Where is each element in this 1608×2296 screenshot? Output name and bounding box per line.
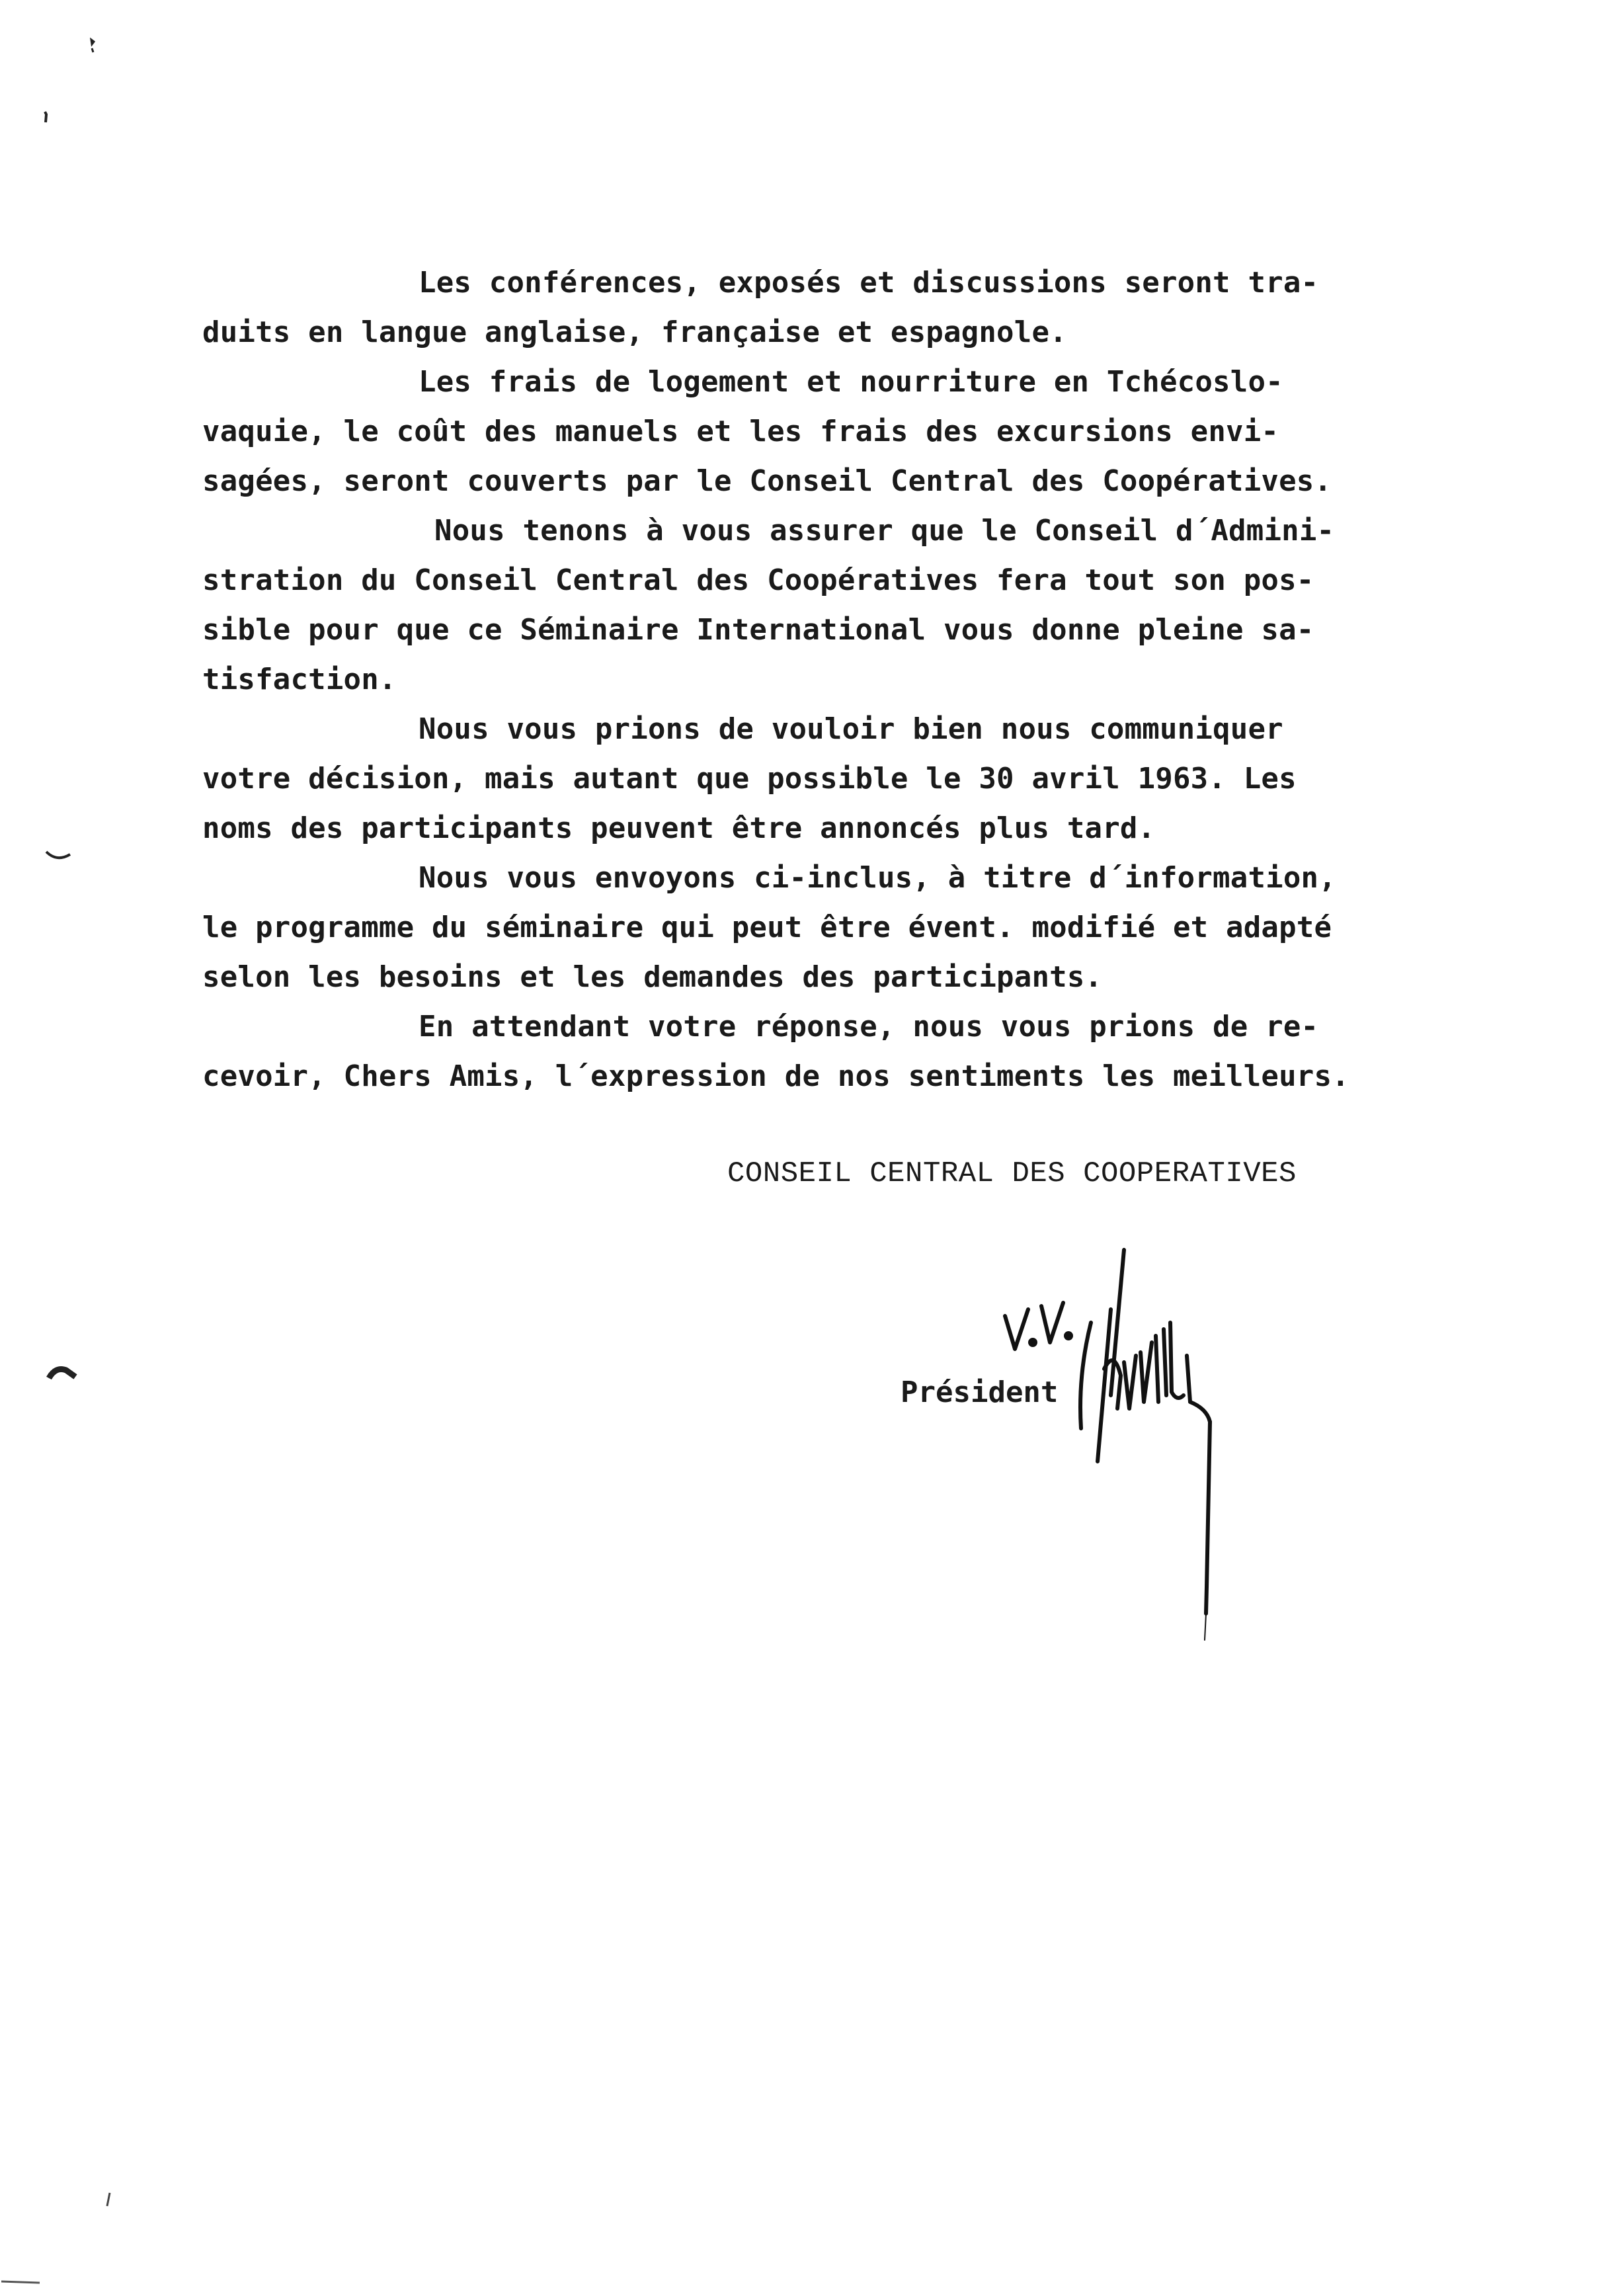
organization-name: CONSEIL CENTRAL DES COOPERATIVES xyxy=(727,1157,1297,1190)
president-title: Président xyxy=(901,1375,1059,1409)
scan-speck-bottom xyxy=(93,2189,119,2209)
letter-line: Les frais de logement et nourriture en Tchécoslo- xyxy=(419,365,1283,399)
letter-line: tisfaction. xyxy=(202,663,397,696)
scan-speck-bottom-2 xyxy=(0,2275,60,2288)
letter-line: le programme du séminaire qui peut être évent. modifié et adapté xyxy=(202,911,1332,944)
scan-speck-2 xyxy=(40,109,50,126)
letter-line: vaquie, le coût des manuels et les frais des excursions envi- xyxy=(202,415,1279,448)
letter-line: cevoir, Chers Amis, l´expression de nos sentiments les meilleurs. xyxy=(202,1059,1349,1093)
letter-line: Nous vous envoyons ci-inclus, à titre d´information, xyxy=(419,861,1336,895)
letter-line: noms des participants peuvent être annoncés plus tard. xyxy=(202,811,1156,845)
letter-line: sible pour que ce Séminaire International vous donne pleine sa- xyxy=(202,613,1314,647)
letter-line: Les conférences, exposés et discussions seront tra- xyxy=(419,266,1319,300)
scan-speck-4 xyxy=(46,1362,79,1385)
letter-line: selon les besoins et les demandes des participants. xyxy=(202,960,1103,994)
letter-line: Nous vous prions de vouloir bien nous communiquer xyxy=(419,712,1283,746)
scan-speck-top xyxy=(86,36,99,69)
letter-line: Nous tenons à vous assurer que le Conseil d´Admini- xyxy=(434,514,1335,548)
letter-line: sagées, seront couverts par le Conseil Central des Coopératives. xyxy=(202,464,1332,498)
letter-line: votre décision, mais autant que possible le 30 avril 1963. Les xyxy=(202,762,1297,796)
letter-line: En attendant votre réponse, nous vous prions de re- xyxy=(419,1010,1319,1044)
handwritten-signature xyxy=(979,1243,1269,1680)
letter-line: duits en langue anglaise, française et espagnole. xyxy=(202,315,1067,349)
letter-line: stration du Conseil Central des Coopératives fera tout son pos- xyxy=(202,563,1314,597)
scan-speck-3 xyxy=(44,846,77,866)
letter-body xyxy=(202,258,1492,1101)
